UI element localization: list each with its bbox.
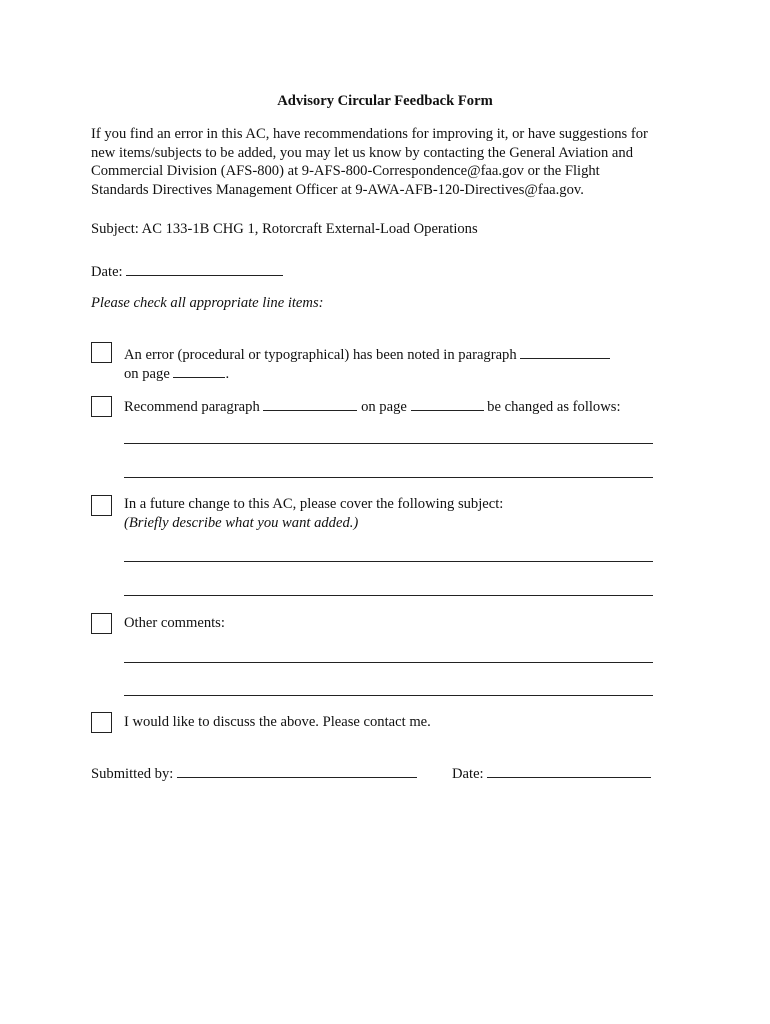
footer-date-row (452, 763, 651, 784)
future-item-text: In a future change to this AC, please cover the following subject: (124, 496, 504, 512)
recommend-middle: on page (361, 399, 407, 415)
error-page-field[interactable] (173, 363, 225, 378)
submitted-by-row (91, 763, 417, 784)
error-checkbox[interactable] (91, 342, 112, 363)
submitted-by-label: Submitted by: (91, 766, 174, 782)
recommend-write-line[interactable] (124, 477, 653, 478)
error-item-line2 (124, 363, 229, 384)
error-item-text: An error (procedural or typographical) has been noted in paragraph (124, 347, 517, 363)
date-label: Date: (91, 264, 123, 280)
recommend-item-line (124, 396, 621, 417)
future-checkbox[interactable] (91, 495, 112, 516)
recommend-suffix: be changed as follows: (487, 399, 621, 415)
recommend-paragraph-field[interactable] (263, 396, 357, 411)
date-row (91, 261, 283, 282)
future-write-line[interactable] (124, 595, 653, 596)
recommend-prefix: Recommend paragraph (124, 399, 260, 415)
future-write-line[interactable] (124, 561, 653, 562)
recommend-page-field[interactable] (411, 396, 484, 411)
error-page-label: on page (124, 366, 170, 382)
other-write-line[interactable] (124, 695, 653, 696)
other-write-line[interactable] (124, 662, 653, 663)
recommend-checkbox[interactable] (91, 396, 112, 417)
footer-date-field[interactable] (487, 763, 651, 778)
other-checkbox[interactable] (91, 613, 112, 634)
other-item-text: Other comments: (124, 615, 225, 631)
intro-line: Standards Directives Management Officer at 9-AWA-AFB-120-Directives@faa.gov. (91, 181, 584, 198)
error-page-period: . (225, 366, 230, 382)
intro-line: new items/subjects to be added, you may let us know by contacting the General Aviation and (91, 144, 633, 161)
form-title: Advisory Circular Feedback Form (277, 93, 493, 109)
error-paragraph-field[interactable] (520, 344, 610, 359)
recommend-write-line[interactable] (124, 443, 653, 444)
intro-line: If you find an error in this AC, have recommendations for improving it, or have suggestions for (91, 126, 648, 142)
submitted-by-field[interactable] (177, 763, 417, 778)
future-item-hint: (Briefly describe what you want added.) (124, 515, 359, 531)
footer-date-label: Date: (452, 766, 484, 782)
date-field[interactable] (126, 261, 283, 276)
intro-line: Commercial Division (AFS-800) at 9-AFS-800-Correspondence@faa.gov or the Flight (91, 163, 600, 179)
discuss-item-text: I would like to discuss the above. Please contact me. (124, 714, 431, 730)
error-item-line1 (124, 344, 610, 365)
check-instruction: Please check all appropriate line items: (91, 295, 324, 311)
discuss-checkbox[interactable] (91, 712, 112, 733)
intro-paragraph (91, 125, 681, 199)
subject-line: Subject: AC 133-1B CHG 1, Rotorcraft External-Load Operations (91, 221, 478, 237)
